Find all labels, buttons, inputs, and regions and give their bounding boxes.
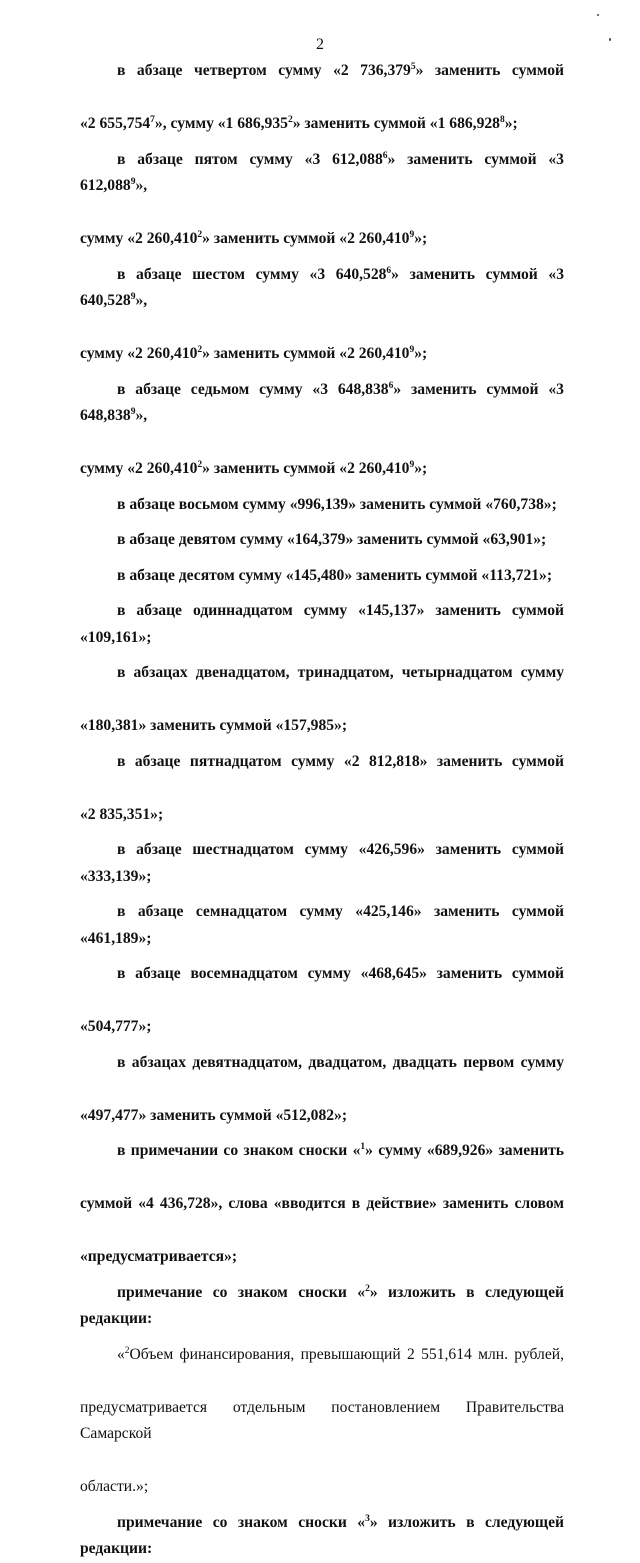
- amendment-paragraph-16: в абзаце шестнадцатом сумму «426,596» заменить суммой «333,139»;: [80, 841, 564, 885]
- amendment-paragraph-8: в абзаце восьмом сумму «996,139» заменить суммой «760,738»;: [117, 495, 557, 513]
- footnote-2-amendment: примечание со знаком сноски «$^2$» изложить в следующей редакции:: [80, 1283, 565, 1327]
- amendment-paragraph-12-14: в абзацах двенадцатом, тринадцатом, четырнадцатом сумму«180,381» заменить суммой «157,985»;: [80, 664, 564, 734]
- amendment-paragraph-6: в абзаце шестом сумму «3 640,528$^6$» заменить суммой «3 640,528$^9$»,сумму «2 260,410$^2$» заменить суммой «2 260,410$^9$»;: [80, 265, 564, 362]
- footnote-3-amendment: примечание со знаком сноски «$^3$» изложить в следующей редакции:: [80, 1513, 565, 1557]
- amendment-paragraph-15: в абзаце пятнадцатом сумму «2 812,818» заменить суммой«2 835,351»;: [80, 752, 564, 823]
- document-body: [80, 58, 564, 1563]
- amendment-paragraph-11: в абзаце одиннадцатом сумму «145,137» заменить суммой «109,161»;: [80, 602, 564, 646]
- amendment-paragraph-17: в абзаце семнадцатом сумму «425,146» заменить суммой «461,189»;: [80, 903, 564, 947]
- amendment-paragraph-7: в абзаце седьмом сумму «3 648,838$^6$» заменить суммой «3 648,838$^9$»,сумму «2 260,410$^2$» заменить суммой «2 260,410$^9$»;: [80, 380, 564, 477]
- amendment-paragraph-5: в абзаце пятом сумму «3 612,088$^6$» заменить суммой «3 612,088$^9$»,сумму «2 260,410$^2$» заменить суммой «2 260,410$^9$»;: [80, 150, 564, 247]
- amendment-paragraph-19-21: в абзацах девятнадцатом, двадцатом, двадцать первом сумму«497,477» заменить суммой «512,082»;: [80, 1053, 564, 1124]
- page-number: 2: [316, 36, 324, 53]
- footnote-1-amendment: в примечании со знаком сноски «$^1$» сумму «689,926» заменитьсуммой «4 436,728», слова «вводится в действие» заменить словом«предусматривается»;: [80, 1142, 564, 1265]
- scan-speck: [597, 14, 599, 16]
- amendment-paragraph-10: в абзаце десятом сумму «145,480» заменить суммой «113,721»;: [117, 566, 553, 584]
- footnote-2-new-text: «$^2$Объем финансирования, превышающий 2 551,614 млн. рублей,предусматривается отдельным постановлением Правительства Самарскойобласти.»;: [80, 1345, 564, 1495]
- amendment-paragraph-4: в абзаце четвертом сумму «2 736,379$^5$» заменить суммой«2 655,754$^7$», сумму «1 686,935$^2$» заменить суммой «1 686,928$^8$»;: [80, 62, 565, 132]
- amendment-paragraph-9: в абзаце девятом сумму «164,379» заменить суммой «63,901»;: [117, 531, 547, 548]
- amendment-paragraph-18: в абзаце восемнадцатом сумму «468,645» заменить суммой«504,777»;: [80, 965, 564, 1035]
